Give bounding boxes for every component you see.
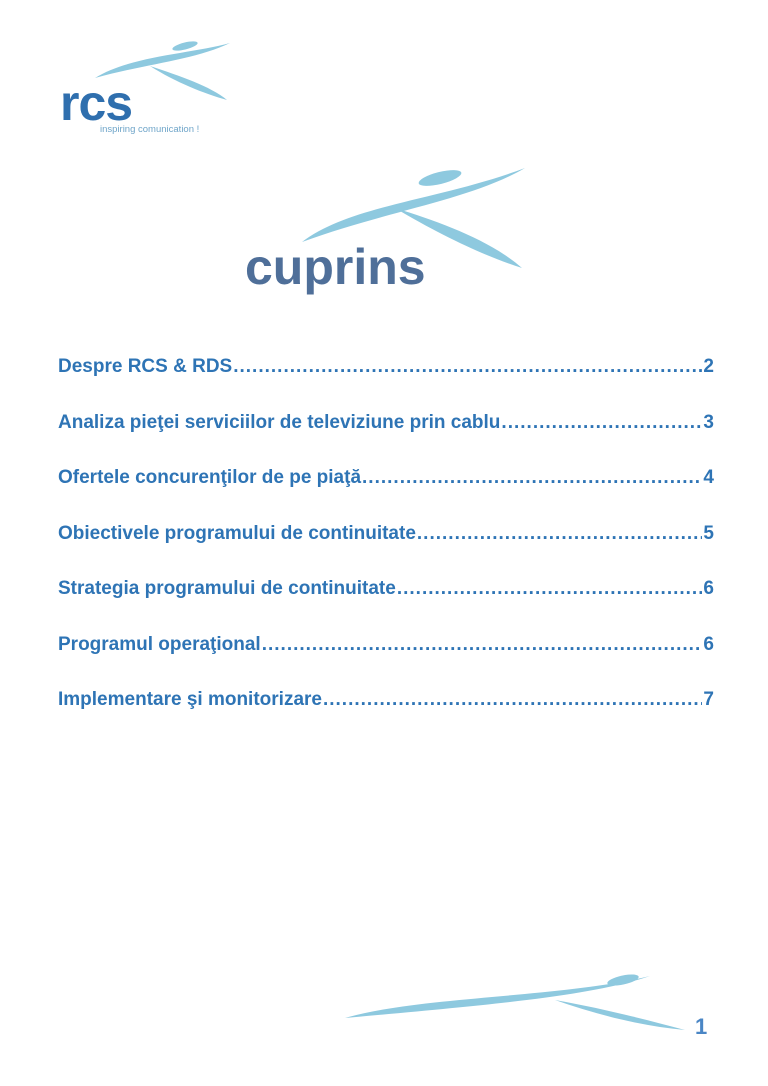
logo-tagline: inspiring comunication !: [100, 124, 200, 135]
rcs-logo: [55, 38, 255, 148]
toc-item[interactable]: [58, 634, 714, 690]
toc-item-title: Despre RCS & RDS: [58, 356, 233, 377]
toc-leader: [417, 523, 703, 545]
toc-item-title: Analiza pieţei serviciilor de televiziune prin cablu: [58, 411, 501, 433]
rcs-logo-text: rcs: [60, 75, 133, 131]
footer-swoosh-icon: [340, 968, 685, 1038]
toc-item-page: 6: [703, 578, 714, 599]
toc-leader: [362, 467, 702, 489]
toc-item-page: 2: [703, 356, 714, 377]
toc-item[interactable]: [58, 467, 714, 523]
toc-leader: [233, 356, 702, 378]
toc-leader: [501, 412, 702, 434]
toc-item-title: Obiectivele programului de continuitate: [58, 522, 416, 544]
toc-item-page: 6: [703, 633, 714, 655]
toc-item[interactable]: [58, 523, 714, 579]
toc-item-page: 7: [703, 689, 714, 710]
page-number: 1: [695, 1014, 708, 1039]
page-title: cuprins: [245, 239, 426, 295]
toc-item-title: Programul operaţional: [58, 633, 261, 655]
toc-leader: [397, 578, 703, 600]
title-block: [240, 160, 540, 310]
toc-item-title: Ofertele concurenţilor de pe piaţă: [58, 467, 362, 488]
toc-leader: [262, 634, 703, 656]
toc-item[interactable]: [58, 689, 714, 745]
toc-item-title: Strategia programului de continuitate: [58, 578, 396, 599]
toc-leader: [323, 689, 702, 711]
table-of-contents: [58, 356, 714, 745]
toc-item[interactable]: [58, 412, 714, 468]
toc-item[interactable]: [58, 578, 714, 634]
toc-item-title: Implementare şi monitorizare: [58, 689, 322, 710]
toc-item-page: 3: [703, 411, 714, 433]
toc-item-page: 4: [703, 467, 714, 488]
toc-item-page: 5: [703, 522, 714, 544]
toc-item[interactable]: [58, 356, 714, 412]
